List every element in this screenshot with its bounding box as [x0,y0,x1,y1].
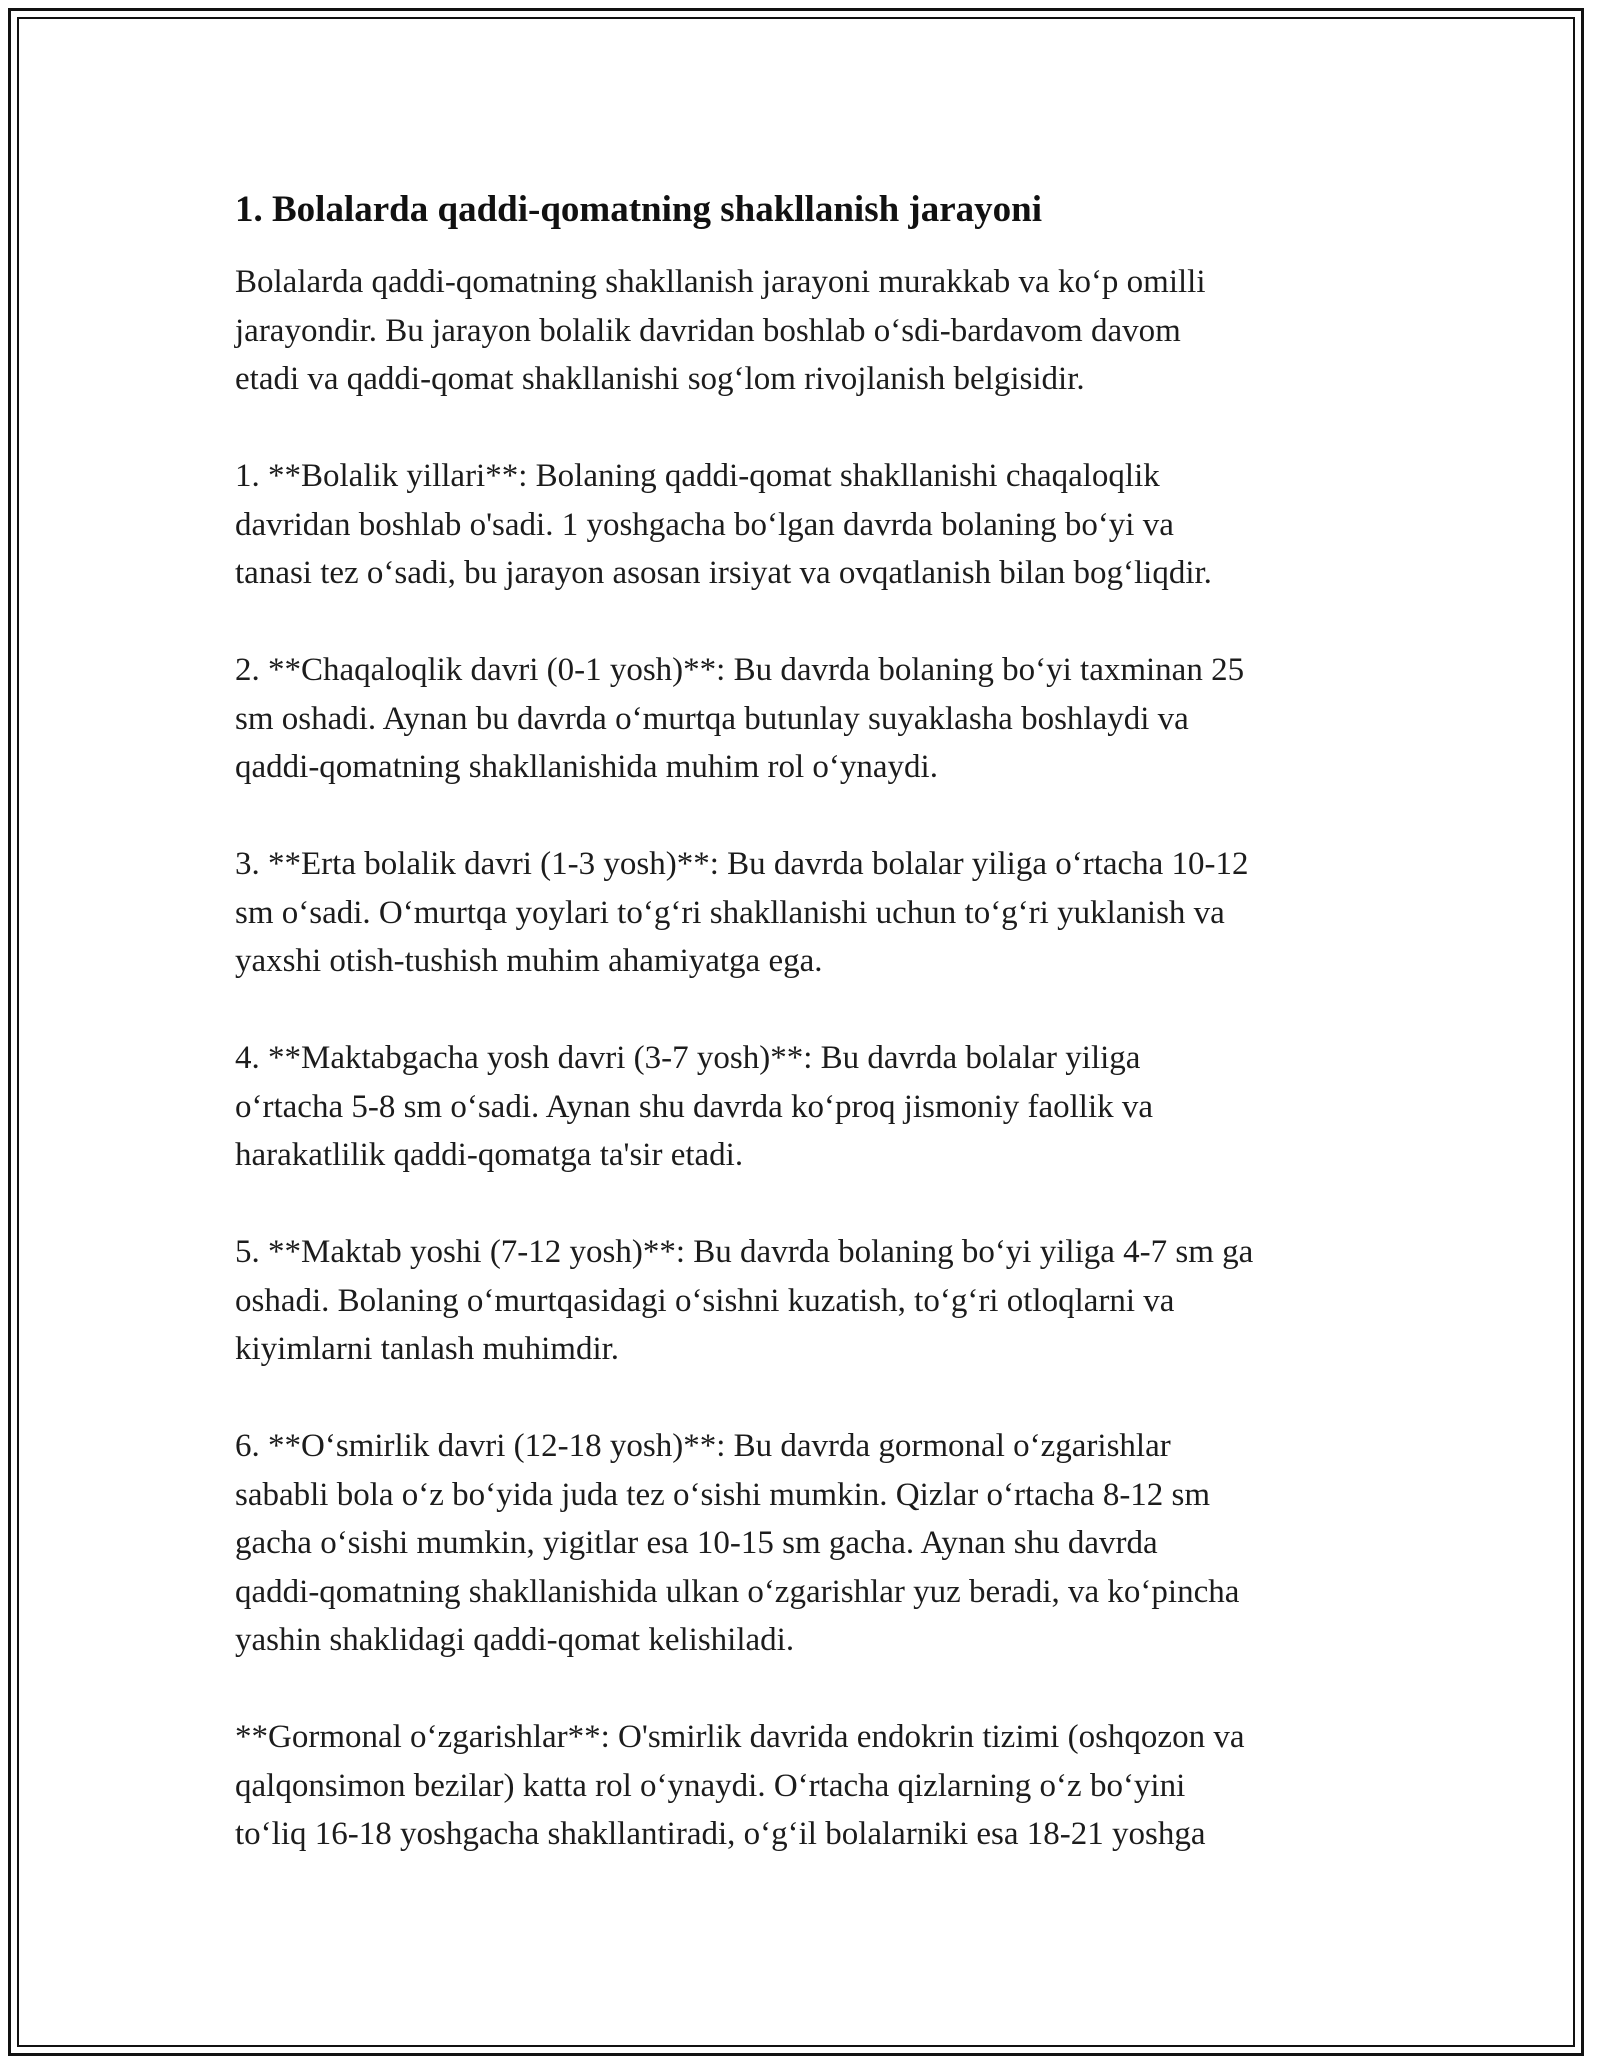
text-line: 4. **Maktabgacha yosh davri (3-7 yosh)**: Bu davrda bolalar yiliga [235,1040,1141,1076]
text-line: jarayondir. Bu jarayon bolalik davridan boshlab o‘sdi-bardavom davom [235,312,1181,349]
item-maktabgacha-yosh-davri [235,1034,1385,1180]
text-line: Bolalarda qaddi-qomatning shakllanish jarayoni murakkab va ko‘p omilli [235,264,1206,300]
text-line: sm o‘sadi. O‘murtqa yoylari to‘g‘ri shakllanishi uchun to‘g‘ri yuklanish va [235,894,1225,931]
text-line: qalqonsimon bezilar) katta rol o‘ynaydi. O‘rtacha qizlarning o‘z bo‘yini [235,1767,1186,1804]
text-line: yaxshi otish-tushish muhim ahamiyatga ega. [235,943,823,979]
text-line: kiyimlarni tanlash muhimdir. [235,1331,620,1367]
text-line: 1. **Bolalik yillari**: Bolaning qaddi-qomat shakllanishi chaqaloqlik [235,458,1160,494]
text-line: qaddi-qomatning shakllanishida ulkan o‘zgarishlar yuz beradi, va ko‘pincha [235,1573,1240,1610]
text-line: yashin shaklidagi qaddi-qomat kelishiladi. [235,1622,795,1658]
text-line: etadi va qaddi-qomat shakllanishi sog‘lom rivojlanish belgisidir. [235,361,1085,397]
text-line: sm oshadi. Aynan bu davrda o‘murtqa butunlay suyaklasha boshlaydi va [235,700,1189,737]
item-bolalik-yillari [235,452,1385,598]
text-line: **Gormonal o‘zgarishlar**: O'smirlik davrida endokrin tizimi (oshqozon va [235,1719,1245,1755]
text-line: 5. **Maktab yoshi (7-12 yosh)**: Bu davrda bolaning bo‘yi yiliga 4-7 sm ga [235,1234,1254,1270]
section-heading: 1. Bolalarda qaddi-qomatning shakllanish jarayoni [235,189,1043,230]
item-maktab-yoshi [235,1228,1385,1374]
text-line: sababli bola o‘z bo‘yida juda tez o‘sishi mumkin. Qizlar o‘rtacha 8-12 sm [235,1476,1211,1513]
text-line: 2. **Chaqaloqlik davri (0-1 yosh)**: Bu davrda bolaning bo‘yi taxminan 25 [235,652,1245,688]
text-line: oshadi. Bolaning o‘murtqasidagi o‘sishni kuzatish, to‘g‘ri otloqlarni va [235,1282,1175,1319]
text-line: qaddi-qomatning shakllanishida muhim rol o‘ynaydi. [235,749,938,785]
text-line: harakatlilik qaddi-qomatga ta'sir etadi. [235,1137,744,1173]
item-gormonal-ozgarishlar [235,1713,1385,1859]
text-line: davridan boshlab o'sadi. 1 yoshgacha bo‘lgan davrda bolaning bo‘yi va [235,506,1174,543]
item-osmirlik-davri [235,1422,1385,1665]
item-chaqaloqlik-davri [235,646,1385,792]
item-erta-bolalik-davri [235,840,1385,986]
text-line: to‘liq 16-18 yoshgacha shakllantiradi, o‘g‘il bolalarniki esa 18-21 yoshga [235,1816,1206,1852]
text-line: 6. **O‘smirlik davri (12-18 yosh)**: Bu davrda gormonal o‘zgarishlar [235,1428,1171,1464]
text-line: 3. **Erta bolalik davri (1-3 yosh)**: Bu davrda bolalar yiliga o‘rtacha 10-12 [235,846,1249,882]
text-line: gacha o‘sishi mumkin, yigitlar esa 10-15 sm gacha. Aynan shu davrda [235,1525,1158,1561]
text-line: tanasi tez o‘sadi, bu jarayon asosan irsiyat va ovqatlanish bilan bog‘liqdir. [235,555,1212,591]
document-body [235,186,1385,1907]
intro-paragraph [235,258,1385,404]
text-line: o‘rtacha 5-8 sm o‘sadi. Aynan shu davrda ko‘proq jismoniy faollik va [235,1088,1154,1125]
